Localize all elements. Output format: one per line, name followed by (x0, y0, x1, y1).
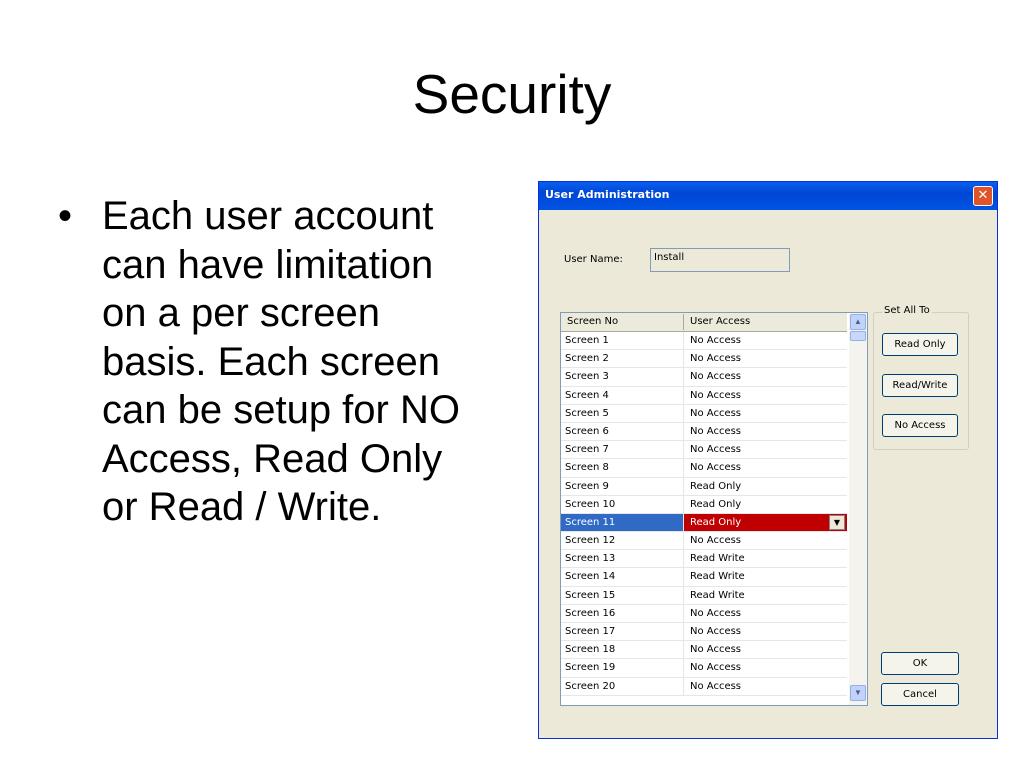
user-access-cell[interactable]: Read Write (690, 553, 745, 565)
column-divider (683, 350, 684, 367)
column-divider (683, 459, 684, 476)
table-row[interactable] (561, 587, 847, 605)
column-divider (683, 441, 684, 458)
screen-no-cell[interactable]: Screen 3 (565, 371, 609, 383)
column-divider (683, 641, 684, 658)
scroll-up-button[interactable] (850, 314, 866, 330)
screen-no-cell[interactable]: Screen 4 (565, 389, 609, 401)
user-access-cell[interactable]: No Access (690, 444, 742, 456)
user-administration-dialog (538, 181, 998, 739)
bullet-dot: • (58, 194, 73, 238)
set-all-to-label: Set All To (884, 305, 930, 316)
screen-no-cell[interactable]: Screen 9 (565, 480, 609, 492)
table-row[interactable] (561, 350, 847, 368)
table-row[interactable] (561, 387, 847, 405)
user-access-cell[interactable]: Read Only (690, 480, 742, 492)
column-header-screen-no[interactable]: Screen No (567, 316, 619, 327)
user-access-cell[interactable]: No Access (690, 353, 742, 365)
user-access-cell[interactable]: Read Write (690, 589, 745, 601)
screen-no-cell[interactable]: Screen 5 (565, 407, 609, 419)
user-access-cell[interactable]: Read Only (690, 516, 742, 528)
user-access-cell[interactable]: No Access (690, 626, 742, 637)
read-only-button[interactable]: Read Only (882, 333, 958, 356)
table-row[interactable] (561, 514, 847, 532)
dialog-titlebar[interactable] (539, 182, 997, 210)
table-row[interactable] (561, 550, 847, 568)
column-divider (683, 496, 684, 513)
table-row[interactable] (561, 678, 847, 696)
user-name-field[interactable]: Install (650, 248, 790, 272)
screen-no-cell[interactable]: Screen 1 (565, 335, 609, 346)
column-divider (683, 405, 684, 422)
table-row[interactable] (561, 623, 847, 641)
user-access-cell[interactable]: No Access (690, 535, 742, 547)
column-divider (683, 678, 684, 695)
scroll-down-button[interactable] (850, 685, 866, 701)
close-icon: ✕ (977, 188, 989, 203)
dialog-title: User Administration (545, 188, 670, 201)
user-name-label: User Name: (564, 254, 623, 265)
chevron-down-icon: ▼ (833, 517, 841, 527)
column-divider (683, 387, 684, 404)
user-access-cell[interactable]: Read Write (690, 571, 745, 583)
column-divider (683, 587, 684, 604)
column-divider (683, 568, 684, 585)
screen-no-cell[interactable]: Screen 14 (565, 571, 616, 583)
screen-no-cell[interactable]: Screen 6 (565, 425, 609, 437)
user-access-cell[interactable]: No Access (690, 680, 742, 692)
table-row[interactable] (561, 659, 847, 677)
screen-no-cell[interactable]: Screen 12 (565, 535, 616, 547)
column-divider (683, 332, 684, 349)
table-row[interactable] (561, 532, 847, 550)
user-access-cell[interactable]: Read Only (690, 498, 742, 510)
screen-no-cell[interactable]: Screen 11 (565, 516, 616, 528)
user-access-cell[interactable]: No Access (690, 607, 742, 619)
table-row[interactable] (561, 441, 847, 459)
table-row[interactable] (561, 368, 847, 386)
table-row[interactable] (561, 641, 847, 659)
grid-header (561, 313, 847, 332)
column-divider (683, 532, 684, 549)
user-access-cell[interactable]: No Access (690, 389, 742, 401)
column-divider (683, 659, 684, 676)
screen-no-cell[interactable]: Screen 13 (565, 553, 616, 565)
table-row[interactable] (561, 478, 847, 496)
table-row[interactable] (561, 405, 847, 423)
table-row[interactable] (561, 332, 847, 350)
screen-no-cell[interactable]: Screen 16 (565, 607, 616, 619)
table-row[interactable] (561, 496, 847, 514)
user-access-cell[interactable]: No Access (690, 425, 742, 437)
screen-no-cell[interactable]: Screen 7 (565, 444, 609, 456)
scroll-thumb[interactable] (850, 331, 866, 341)
user-access-cell[interactable]: No Access (690, 462, 742, 474)
table-row[interactable] (561, 605, 847, 623)
user-access-cell[interactable]: No Access (690, 644, 742, 656)
user-access-cell[interactable]: No Access (690, 335, 742, 346)
screen-no-cell[interactable]: Screen 20 (565, 680, 616, 692)
screen-no-cell[interactable]: Screen 19 (565, 662, 616, 674)
table-row[interactable] (561, 568, 847, 586)
user-access-cell[interactable]: No Access (690, 662, 742, 674)
user-access-cell[interactable]: No Access (690, 371, 742, 383)
access-grid (560, 312, 868, 706)
screen-no-cell[interactable]: Screen 2 (565, 353, 609, 365)
screen-no-cell[interactable]: Screen 8 (565, 462, 609, 474)
column-divider (683, 550, 684, 567)
column-divider (683, 423, 684, 440)
no-access-button[interactable]: No Access (882, 414, 958, 437)
screen-no-cell[interactable]: Screen 10 (565, 498, 616, 510)
scroll-down-icon: ▼ (854, 688, 862, 697)
ok-button[interactable]: OK (881, 652, 959, 675)
access-dropdown-button[interactable] (829, 515, 845, 530)
screen-no-cell[interactable]: Screen 15 (565, 589, 616, 601)
table-row[interactable] (561, 459, 847, 477)
vertical-scrollbar[interactable] (849, 313, 867, 705)
column-divider (683, 478, 684, 495)
user-access-cell[interactable]: No Access (690, 407, 742, 419)
read-write-button[interactable]: Read/Write (882, 374, 958, 397)
set-all-to-group (873, 305, 969, 450)
screen-no-cell[interactable]: Screen 17 (565, 626, 616, 637)
slide-title: Security (412, 63, 612, 125)
close-button[interactable] (973, 186, 993, 206)
column-divider (683, 368, 684, 385)
column-header-user-access[interactable]: User Access (690, 316, 751, 327)
screen-no-cell[interactable]: Screen 18 (565, 644, 616, 656)
bullet-text: Each user account can have limitation on a per screen basis. Each screen can be setup for NO Access, Read Only or Read / Write. (102, 194, 460, 529)
column-divider (683, 514, 684, 531)
column-divider[interactable] (683, 314, 684, 330)
column-divider (683, 605, 684, 622)
column-divider (683, 623, 684, 640)
cancel-button[interactable]: Cancel (881, 683, 959, 706)
table-row[interactable] (561, 423, 847, 441)
grid-rows (561, 332, 847, 696)
scroll-up-icon: ▲ (854, 317, 862, 326)
